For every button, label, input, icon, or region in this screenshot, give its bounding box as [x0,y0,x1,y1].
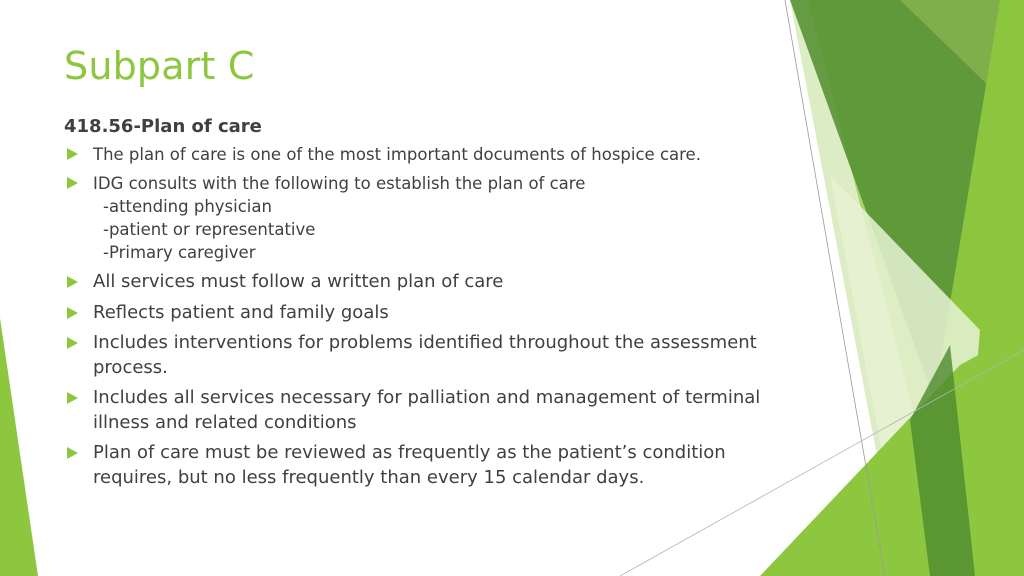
bullet-text: All services must follow a written plan of care [93,271,504,292]
bullet-item [64,331,784,380]
bullet-list [64,143,784,490]
bullet-arrow-icon [67,148,78,160]
bullet-text: Includes all services necessary for palliation and management of terminal illness and related conditions [93,387,761,433]
bullet-item [64,270,784,295]
sub-item: -Primary caregiver [103,243,256,262]
sub-item: -attending physician [103,197,272,216]
bullet-text: The plan of care is one of the most important documents of hospice care. [93,145,701,164]
bullet-arrow-icon [67,337,78,349]
bullet-text: Includes interventions for problems identified throughout the assessment process. [93,332,757,378]
bullet-arrow-icon [67,447,78,459]
bullet-item [64,386,784,435]
sub-item: -patient or representative [103,220,316,239]
bullet-text: Reflects patient and family goals [93,301,389,323]
bullet-item [64,301,784,326]
bullet-arrow-icon [67,392,78,404]
section-heading: 418.56-Plan of care [64,116,262,137]
bullet-item [64,143,784,166]
bullet-item [64,172,784,264]
slide-title: Subpart C [64,44,255,88]
slide-content [64,116,784,496]
bullet-text: IDG consults with the following to establish the plan of care [93,174,586,193]
bullet-text: Plan of care must be reviewed as frequently as the patient’s condition requires, but no less frequently than every 15 calendar days. [93,442,726,488]
bullet-arrow-icon [67,276,78,288]
bullet-arrow-icon [67,307,78,319]
left-sliver-shape [0,318,38,576]
bullet-arrow-icon [67,177,78,189]
bullet-item [64,441,784,490]
